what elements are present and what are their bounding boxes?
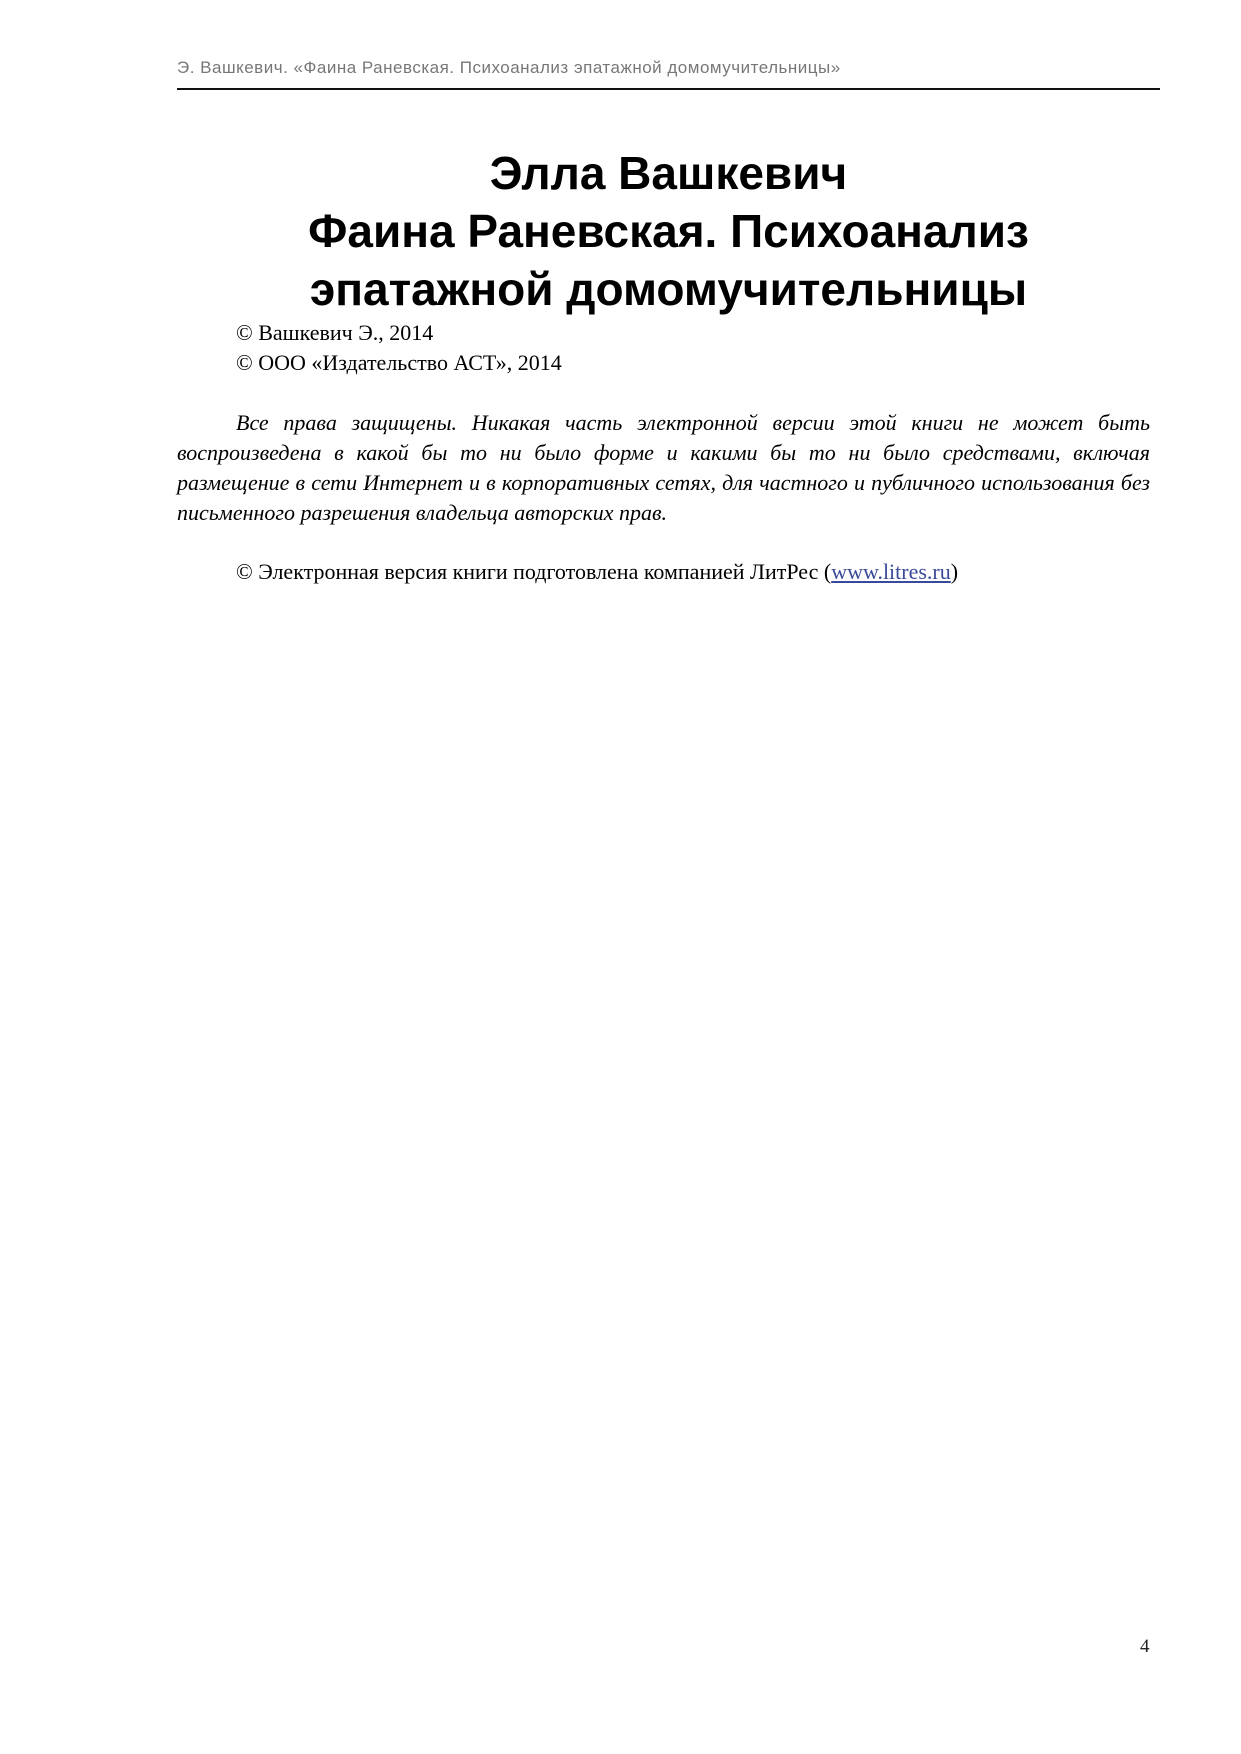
page-number: 4 (1140, 1636, 1150, 1657)
litres-prefix: © Электронная версия книги подготовлена компанией ЛитРес ( (236, 559, 832, 584)
litres-notice (236, 557, 958, 587)
book-title-line-2: эпатажной домомучительницы (309, 263, 1028, 315)
litres-suffix: ) (950, 559, 959, 584)
book-title-line-1: Фаина Раневская. Психоанализ (308, 205, 1029, 257)
copyright-block (236, 318, 562, 378)
copyright-author: © Вашкевич Э., 2014 (236, 320, 434, 345)
header-divider (177, 88, 1160, 90)
running-header: Э. Вашкевич. «Фаина Раневская. Психоанализ эпатажной домомучительницы» (177, 58, 841, 77)
book-title-block (177, 144, 1160, 318)
rights-notice: Все права защищены. Никакая часть электронной версии этой книги не может быть воспроизведена в какой бы то ни было форме и какими бы то ни было средствами, включая размещение в сети Интернет и в корпоративных сетях, для частного и публичного использования без письменного разрешения владельца авторских прав. (177, 410, 1150, 525)
author-name: Элла Вашкевич (489, 147, 848, 199)
copyright-publisher: © ООО «Издательство АСТ», 2014 (236, 350, 562, 375)
litres-link[interactable]: www.litres.ru (831, 559, 951, 584)
